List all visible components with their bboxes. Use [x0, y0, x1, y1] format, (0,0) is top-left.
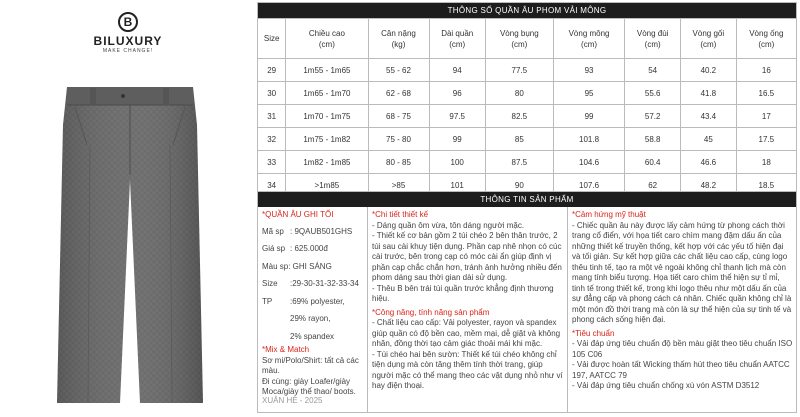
size-table-cell: 40.2 — [681, 59, 737, 82]
product-basic-column — [258, 207, 368, 412]
size-table-row — [258, 82, 797, 105]
size-table-cell: 32 — [258, 128, 286, 151]
feature-1: - Chất liệu cao cấp: Vải polyester, rayon và spandex giúp quần có độ bền cao, mềm mại, dễ giặt và không nhăn, đồng thời tạo cảm giác thoải mái khi mặc. — [372, 318, 561, 348]
design-detail-3: - Thêu B bên trái túi quần trước khẳng định thương hiệu. — [372, 283, 554, 303]
size-table-header-cell: Vòng gối (cm) — [681, 19, 737, 59]
size-table-cell: 101 — [429, 174, 485, 197]
size-table-cell: 1m82 - 1m85 — [286, 151, 368, 174]
product-code: : 9QAUB501GHS — [290, 226, 353, 236]
mix-shoes: Đi cùng: giày Loafer/giày Moca/giày thể thao/ boots. — [262, 376, 356, 396]
size-table-cell: 16 — [736, 59, 796, 82]
standard-1: - Vải đáp ứng tiêu chuẩn độ bền màu giặt theo tiêu chuẩn ISO 105 C06 — [572, 339, 793, 359]
size-label: Size — [262, 279, 278, 288]
inspiration-column — [568, 207, 797, 412]
standards-title: *Tiêu chuẩn — [572, 328, 615, 338]
code-label: Mã sp — [262, 226, 284, 236]
size-table-cell: 100 — [429, 151, 485, 174]
size-table-cell: 30 — [258, 82, 286, 105]
size-table-header-cell: Size — [258, 19, 286, 59]
brand-tagline: MAKE CHANGE! — [102, 48, 154, 54]
size-table-cell: 1m55 - 1m65 — [286, 59, 368, 82]
size-table-cell: 1m65 - 1m70 — [286, 82, 368, 105]
size-table-cell: 85 — [485, 128, 553, 151]
size-table-row — [258, 151, 797, 174]
size-table-cell: 60.4 — [625, 151, 681, 174]
size-table-header-cell: Vòng mông (cm) — [553, 19, 625, 59]
feature-2: - Túi chéo hai bên sườn: Thiết kế túi chéo không chỉ tiện dụng mà còn tăng thêm tính thời trang, giúp người mặc có thể mang theo các vật dụng nhỏ như ví hay điện thoại. — [372, 349, 563, 390]
size-table-cell: 95 — [553, 82, 625, 105]
inspiration-title: *Cảm hứng mỹ thuật — [572, 210, 646, 219]
size-table-row — [258, 59, 797, 82]
product-sizes: :29-30-31-32-33-34 — [290, 279, 359, 288]
size-table-cell: >1m85 — [286, 174, 368, 197]
size-table-cell: 96 — [429, 82, 485, 105]
size-table-cell: 90 — [485, 174, 553, 197]
size-table-header-cell: Cân nặng (kg) — [368, 19, 429, 59]
size-table-cell: 87.5 — [485, 151, 553, 174]
product-name: *QUẦN ÂU GHI TỐI — [262, 210, 334, 219]
brand-logo — [88, 12, 168, 54]
size-table-cell: 16.5 — [736, 82, 796, 105]
size-table-cell: 62 — [625, 174, 681, 197]
size-table-cell: 57.2 — [625, 105, 681, 128]
size-table-cell: 1m75 - 1m82 — [286, 128, 368, 151]
size-table-header-cell: Vòng ống (cm) — [736, 19, 796, 59]
size-table-cell: 94 — [429, 59, 485, 82]
size-table-header-cell: Vòng đùi (cm) — [625, 19, 681, 59]
size-table-body — [258, 59, 797, 197]
size-table-cell: 62 - 68 — [368, 82, 429, 105]
size-table-cell: 99 — [553, 105, 625, 128]
season-label: XUÂN HÈ - 2025 — [262, 395, 323, 405]
size-table-cell: 34 — [258, 174, 286, 197]
size-table-header-row — [258, 19, 797, 59]
standard-3: - Vải đáp ứng tiêu chuẩn chống xù vón ASTM D3512 — [572, 381, 760, 390]
size-table-cell: 43.4 — [681, 105, 737, 128]
size-table-cell: 18.5 — [736, 174, 796, 197]
size-table-cell: 104.6 — [553, 151, 625, 174]
size-table-cell: 33 — [258, 151, 286, 174]
price-label: Giá sp — [262, 244, 286, 253]
size-table-cell: 58.8 — [625, 128, 681, 151]
size-table-title: THÔNG SỐ QUẦN ÂU PHOM VẢI MÔNG — [258, 3, 797, 19]
mix-shirts: Sơ mi/Polo/Shirt: tất cả các màu. — [262, 355, 359, 375]
size-table-cell: 17.5 — [736, 128, 796, 151]
features-title: *Công năng, tính năng sản phẩm — [372, 307, 490, 317]
design-details-column — [368, 207, 568, 412]
material-2: 29% rayon, — [290, 314, 331, 323]
material-1: :69% polyester, — [290, 296, 345, 306]
size-table-header-cell: Dài quần (cm) — [429, 19, 485, 59]
size-table-cell: 80 - 85 — [368, 151, 429, 174]
standard-2: - Vải được hoàn tất Wicking thấm hút theo tiêu chuẩn AATCC 197, AATCC 79 — [572, 360, 790, 380]
size-table — [257, 2, 797, 197]
size-table-cell: 101.8 — [553, 128, 625, 151]
size-table-cell: 93 — [553, 59, 625, 82]
size-table-cell: 45 — [681, 128, 737, 151]
tp-label: TP — [262, 296, 273, 306]
size-table-cell: 99 — [429, 128, 485, 151]
size-table-cell: 55.6 — [625, 82, 681, 105]
size-table-cell: 75 - 80 — [368, 128, 429, 151]
size-table-cell: 68 - 75 — [368, 105, 429, 128]
product-info — [257, 191, 797, 413]
design-details-title: *Chi tiết thiết kế — [372, 210, 429, 219]
size-table-cell: 31 — [258, 105, 286, 128]
brand-mark: B — [118, 12, 138, 32]
product-info-title: THÔNG TIN SẢN PHẨM — [258, 192, 796, 207]
design-detail-1: - Dáng quần ôm vừa, tôn dáng người mặc. — [372, 220, 525, 230]
size-table-cell: 18 — [736, 151, 796, 174]
size-table-cell: 82.5 — [485, 105, 553, 128]
size-table-cell: 29 — [258, 59, 286, 82]
size-table-cell: 1m70 - 1m75 — [286, 105, 368, 128]
size-table-cell: 41.8 — [681, 82, 737, 105]
size-table-row — [258, 128, 797, 151]
size-table-row — [258, 105, 797, 128]
design-detail-2: - Thiết kế cơ bản gồm 2 túi chéo 2 bên thân trước, 2 túi sau cài khuy tiện dụng. Phần cạp nhê nhọn có cúc cài trước, bên trong cạp có móc cài ẩn giúp định vị phần cạp chắc chắn hơn, tránh ảnh hưởng nhiều đến phom dáng sau thời gian dài sử dụng. — [372, 231, 562, 282]
size-table-cell: 17 — [736, 105, 796, 128]
size-table-cell: 97.5 — [429, 105, 485, 128]
product-image-panel — [0, 0, 255, 417]
size-table-cell: 54 — [625, 59, 681, 82]
size-table-cell: 77.5 — [485, 59, 553, 82]
material-3: 2% spandex — [290, 331, 335, 341]
size-table-cell: 107.6 — [553, 174, 625, 197]
size-table-cell: 80 — [485, 82, 553, 105]
size-table-cell: 46.6 — [681, 151, 737, 174]
trousers-image — [55, 85, 205, 405]
size-table-cell: 55 - 62 — [368, 59, 429, 82]
brand-name: BILUXURY — [93, 34, 163, 48]
size-table-cell: 48.2 — [681, 174, 737, 197]
mix-match-title: *Mix & Match — [262, 345, 310, 354]
inspiration-text: - Chiếc quần âu này được lấy cảm hứng từ phong cách thời trang cổ điển, với họa tiết caro chìm mang đậm dấu ấn của những thiết kế truyền thống, kết hợp với các yếu tố hiện đại và tối giản. Sự kết hợp giữa các chất liệu cao cấp, cùng logo thêu tinh tế, tạo ra một vẻ ngoài không chỉ thanh lịch mà còn mang tính biểu tượng. Họa tiết caro chìm thể hiện sự tỉ mỉ, tinh tế trong thiết kế, trong khi logo thêu như một dấu ấn của sự đẳng cấp và phong cách cá nhân. Chiếc quần không chỉ là một món đồ thời trang mà còn là sự thể hiện của sự tinh tế và phong cách sống hiện đại. — [572, 220, 792, 324]
product-color: Màu sp: GHI SÁNG — [262, 261, 332, 271]
size-table-cell: >85 — [368, 174, 429, 197]
size-table-header-cell: Chiều cao (cm) — [286, 19, 368, 59]
product-price: : 625.000đ — [290, 244, 328, 253]
size-table-header-cell: Vòng bụng (cm) — [485, 19, 553, 59]
